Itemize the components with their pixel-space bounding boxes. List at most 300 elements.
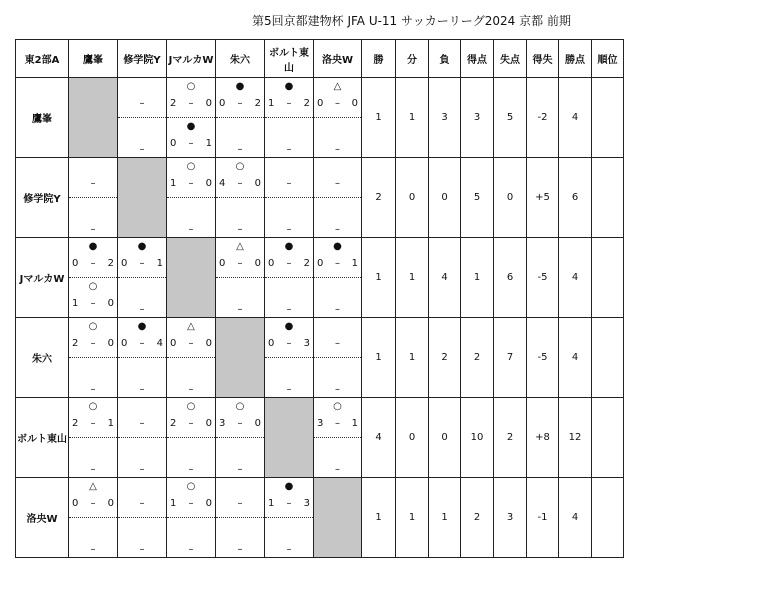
score-separator: – bbox=[335, 418, 340, 429]
column-header-team: ボルト東山 bbox=[265, 40, 314, 78]
result-symbol: ○ bbox=[235, 401, 245, 412]
match-bottom-half bbox=[118, 518, 166, 557]
match-cell bbox=[69, 398, 118, 478]
column-header-team: 鷹峯 bbox=[69, 40, 118, 78]
match-bottom-half bbox=[216, 518, 264, 557]
stat-cell: 1 bbox=[396, 78, 429, 158]
score-goals: 3 bbox=[219, 418, 226, 429]
score bbox=[170, 418, 212, 430]
score-separator: – bbox=[90, 498, 96, 509]
no-match-dash: – bbox=[286, 304, 292, 315]
match-cell bbox=[167, 318, 216, 398]
match-cell bbox=[167, 478, 216, 558]
score-goals: 4 bbox=[156, 338, 163, 349]
score bbox=[219, 98, 261, 110]
row-team-name: 朱六 bbox=[16, 318, 69, 398]
score bbox=[121, 338, 163, 350]
column-header-stat: 順位 bbox=[592, 40, 624, 78]
stat-cell: 5 bbox=[461, 158, 494, 238]
match-top-half bbox=[314, 398, 361, 438]
no-match-dash: – bbox=[286, 544, 292, 555]
match-cell bbox=[216, 478, 265, 558]
match-top-half bbox=[314, 238, 361, 278]
score-goals: 0 bbox=[205, 418, 212, 429]
score bbox=[219, 178, 261, 190]
score-goals: 0 bbox=[121, 258, 128, 269]
stat-cell: 4 bbox=[559, 478, 592, 558]
match-top-half bbox=[167, 478, 215, 518]
score bbox=[72, 338, 114, 350]
score-separator: – bbox=[237, 418, 243, 429]
no-match-dash: – bbox=[90, 384, 96, 395]
score-goals: 0 bbox=[170, 338, 177, 349]
match-cell bbox=[118, 78, 167, 158]
match-bottom-half bbox=[314, 358, 361, 397]
no-match-dash: – bbox=[335, 338, 340, 349]
score-goals: 1 bbox=[170, 178, 177, 189]
result-symbol: ● bbox=[284, 481, 294, 492]
match-bottom-half bbox=[167, 118, 215, 157]
no-match-dash: – bbox=[335, 304, 340, 315]
score bbox=[317, 258, 358, 270]
stat-cell: 4 bbox=[559, 318, 592, 398]
no-match-dash: – bbox=[139, 144, 145, 155]
stat-cell: 1 bbox=[362, 318, 396, 398]
score bbox=[170, 338, 212, 350]
score-goals: 1 bbox=[156, 258, 163, 269]
match-cell bbox=[314, 318, 362, 398]
score-separator: – bbox=[90, 298, 96, 309]
match-bottom-half bbox=[69, 518, 117, 557]
score-goals: 2 bbox=[72, 338, 79, 349]
score-goals: 1 bbox=[268, 498, 275, 509]
column-header-stat: 勝点 bbox=[559, 40, 592, 78]
score-goals: 4 bbox=[219, 178, 226, 189]
stat-cell: 1 bbox=[396, 238, 429, 318]
result-symbol: ○ bbox=[235, 161, 245, 172]
score-goals: 2 bbox=[72, 418, 79, 429]
match-cell bbox=[69, 238, 118, 318]
score-separator: – bbox=[188, 178, 194, 189]
match-cell bbox=[265, 238, 314, 318]
stat-cell: 1 bbox=[429, 478, 461, 558]
no-match-dash: – bbox=[237, 544, 243, 555]
match-top-half bbox=[118, 398, 166, 438]
no-match-dash: – bbox=[188, 224, 194, 235]
stat-cell: 10 bbox=[461, 398, 494, 478]
match-cell bbox=[314, 78, 362, 158]
score-goals: 0 bbox=[107, 498, 114, 509]
match-bottom-half bbox=[69, 198, 117, 237]
match-bottom-half bbox=[118, 438, 166, 477]
stat-cell: 12 bbox=[559, 398, 592, 478]
match-top-half bbox=[69, 238, 117, 278]
score-separator: – bbox=[286, 258, 292, 269]
match-cell bbox=[265, 78, 314, 158]
stat-cell: -5 bbox=[527, 238, 559, 318]
match-bottom-half bbox=[216, 278, 264, 317]
stat-cell bbox=[592, 78, 624, 158]
stat-cell: -2 bbox=[527, 78, 559, 158]
match-top-half bbox=[265, 238, 313, 278]
score-goals: 2 bbox=[170, 418, 177, 429]
match-top-half bbox=[118, 478, 166, 518]
result-symbol: ○ bbox=[186, 401, 196, 412]
score-goals: 0 bbox=[72, 498, 79, 509]
match-cell bbox=[265, 318, 314, 398]
column-header-team: 修学院Y bbox=[118, 40, 167, 78]
no-match-dash: – bbox=[139, 418, 145, 429]
stat-cell: 1 bbox=[362, 238, 396, 318]
stat-cell: 1 bbox=[396, 478, 429, 558]
no-match-dash: – bbox=[139, 98, 145, 109]
match-cell bbox=[314, 398, 362, 478]
no-match-dash: – bbox=[139, 498, 145, 509]
stat-cell: 1 bbox=[362, 78, 396, 158]
stat-cell: 6 bbox=[494, 238, 527, 318]
score bbox=[268, 338, 310, 350]
stat-cell bbox=[592, 398, 624, 478]
stat-cell: 1 bbox=[362, 478, 396, 558]
stat-cell: 4 bbox=[559, 78, 592, 158]
match-top-half bbox=[167, 318, 215, 358]
match-top-half bbox=[167, 78, 215, 118]
stat-cell: 0 bbox=[429, 158, 461, 238]
result-symbol: ● bbox=[235, 81, 245, 92]
stat-cell: 7 bbox=[494, 318, 527, 398]
score bbox=[317, 418, 358, 430]
score-separator: – bbox=[286, 98, 292, 109]
score-goals: 2 bbox=[303, 98, 310, 109]
result-symbol: ○ bbox=[186, 81, 196, 92]
score-goals: 0 bbox=[254, 178, 261, 189]
result-symbol: ○ bbox=[186, 161, 196, 172]
match-top-half bbox=[167, 398, 215, 438]
stat-cell bbox=[592, 158, 624, 238]
score-separator: – bbox=[188, 418, 194, 429]
score bbox=[268, 258, 310, 270]
match-cell bbox=[118, 478, 167, 558]
column-header-stat: 負 bbox=[429, 40, 461, 78]
score-goals: 0 bbox=[219, 258, 226, 269]
match-cell bbox=[167, 158, 216, 238]
result-symbol: ○ bbox=[88, 401, 98, 412]
table-row bbox=[16, 78, 624, 158]
self-match-cell bbox=[314, 478, 362, 558]
score-goals: 3 bbox=[317, 418, 324, 429]
result-symbol: ● bbox=[137, 321, 147, 332]
row-team-name: 鷹峯 bbox=[16, 78, 69, 158]
match-top-half bbox=[216, 478, 264, 518]
score-goals: 3 bbox=[303, 338, 310, 349]
no-match-dash: – bbox=[286, 224, 292, 235]
score bbox=[219, 258, 261, 270]
result-symbol: △ bbox=[236, 241, 244, 252]
score-separator: – bbox=[335, 258, 340, 269]
column-header-stat: 得点 bbox=[461, 40, 494, 78]
no-match-dash: – bbox=[188, 464, 194, 475]
score-separator: – bbox=[139, 258, 145, 269]
match-bottom-half bbox=[118, 118, 166, 157]
score-goals: 0 bbox=[205, 338, 212, 349]
score-goals: 0 bbox=[107, 338, 114, 349]
score-separator: – bbox=[237, 98, 243, 109]
match-bottom-half bbox=[216, 198, 264, 237]
no-match-dash: – bbox=[237, 144, 243, 155]
result-symbol: ○ bbox=[186, 481, 196, 492]
no-match-dash: – bbox=[335, 144, 340, 155]
score-goals: 0 bbox=[268, 258, 275, 269]
result-symbol: ● bbox=[333, 241, 342, 252]
stat-cell: 0 bbox=[429, 398, 461, 478]
stat-cell: 2 bbox=[362, 158, 396, 238]
no-match-dash: – bbox=[188, 384, 194, 395]
row-team-name: ボルト東山 bbox=[16, 398, 69, 478]
stat-cell: 2 bbox=[429, 318, 461, 398]
score-goals: 0 bbox=[254, 418, 261, 429]
match-bottom-half bbox=[167, 198, 215, 237]
score-goals: 0 bbox=[170, 138, 177, 149]
no-match-dash: – bbox=[286, 144, 292, 155]
column-header-stat: 勝 bbox=[362, 40, 396, 78]
no-match-dash: – bbox=[139, 464, 145, 475]
score-goals: 0 bbox=[268, 338, 275, 349]
score-goals: 2 bbox=[107, 258, 114, 269]
row-team-name: 修学院Y bbox=[16, 158, 69, 238]
match-cell bbox=[69, 478, 118, 558]
match-top-half bbox=[69, 478, 117, 518]
column-header-stat: 失点 bbox=[494, 40, 527, 78]
self-match-cell bbox=[265, 398, 314, 478]
stat-cell: 2 bbox=[461, 478, 494, 558]
score bbox=[170, 178, 212, 190]
match-top-half bbox=[265, 318, 313, 358]
stat-cell bbox=[592, 238, 624, 318]
match-top-half bbox=[118, 318, 166, 358]
match-bottom-half bbox=[265, 518, 313, 557]
score-goals: 1 bbox=[107, 418, 114, 429]
result-symbol: △ bbox=[333, 81, 342, 92]
match-bottom-half bbox=[118, 278, 166, 317]
match-cell bbox=[265, 158, 314, 238]
result-symbol: ● bbox=[137, 241, 147, 252]
no-match-dash: – bbox=[90, 224, 96, 235]
stat-cell: 3 bbox=[494, 478, 527, 558]
self-match-cell bbox=[69, 78, 118, 158]
score-separator: – bbox=[335, 98, 340, 109]
score-goals: 0 bbox=[72, 258, 79, 269]
table-row bbox=[16, 238, 624, 318]
match-top-half bbox=[314, 318, 361, 358]
score-goals: 1 bbox=[72, 298, 79, 309]
match-top-half bbox=[167, 158, 215, 198]
score-separator: – bbox=[237, 178, 243, 189]
match-bottom-half bbox=[265, 278, 313, 317]
table-row bbox=[16, 478, 624, 558]
page-title: 第5回京都建物杯 JFA U-11 サッカーリーグ2024 京都 前期 bbox=[252, 14, 571, 28]
no-match-dash: – bbox=[237, 498, 243, 509]
score bbox=[170, 498, 212, 510]
column-header-team: 朱六 bbox=[216, 40, 265, 78]
no-match-dash: – bbox=[139, 304, 145, 315]
match-bottom-half bbox=[167, 358, 215, 397]
match-bottom-half bbox=[69, 278, 117, 317]
match-cell bbox=[69, 318, 118, 398]
score-goals: 0 bbox=[205, 498, 212, 509]
score bbox=[268, 98, 310, 110]
match-cell bbox=[265, 478, 314, 558]
score-goals: 0 bbox=[317, 258, 324, 269]
match-cell bbox=[118, 238, 167, 318]
match-cell bbox=[118, 398, 167, 478]
stat-cell: +8 bbox=[527, 398, 559, 478]
match-bottom-half bbox=[265, 198, 313, 237]
no-match-dash: – bbox=[237, 224, 243, 235]
stat-cell: 3 bbox=[429, 78, 461, 158]
match-top-half bbox=[69, 398, 117, 438]
no-match-dash: – bbox=[335, 464, 340, 475]
score-goals: 1 bbox=[205, 138, 212, 149]
match-cell bbox=[216, 398, 265, 478]
column-header-stat: 分 bbox=[396, 40, 429, 78]
score-goals: 0 bbox=[219, 98, 226, 109]
match-bottom-half bbox=[118, 358, 166, 397]
score bbox=[72, 498, 114, 510]
match-cell bbox=[314, 158, 362, 238]
stat-cell: 1 bbox=[461, 238, 494, 318]
score-separator: – bbox=[90, 258, 96, 269]
score bbox=[72, 298, 114, 310]
score bbox=[317, 98, 358, 110]
match-cell bbox=[216, 158, 265, 238]
no-match-dash: – bbox=[286, 178, 292, 189]
match-top-half bbox=[265, 78, 313, 118]
result-symbol: ● bbox=[186, 121, 196, 132]
score-goals: 2 bbox=[303, 258, 310, 269]
stat-cell: 2 bbox=[494, 398, 527, 478]
match-cell bbox=[216, 78, 265, 158]
table-row bbox=[16, 158, 624, 238]
table-row bbox=[16, 318, 624, 398]
stat-cell bbox=[592, 478, 624, 558]
score-goals: 1 bbox=[351, 418, 358, 429]
match-top-half bbox=[265, 158, 313, 198]
match-cell bbox=[314, 238, 362, 318]
stat-cell bbox=[592, 318, 624, 398]
score-goals: 0 bbox=[254, 258, 261, 269]
result-symbol: ○ bbox=[333, 401, 342, 412]
score-separator: – bbox=[188, 338, 194, 349]
self-match-cell bbox=[167, 238, 216, 318]
no-match-dash: – bbox=[188, 544, 194, 555]
score-goals: 0 bbox=[205, 98, 212, 109]
score-goals: 1 bbox=[268, 98, 275, 109]
match-cell bbox=[216, 238, 265, 318]
score-goals: 1 bbox=[170, 498, 177, 509]
score-separator: – bbox=[188, 498, 194, 509]
column-header-stat: 得失 bbox=[527, 40, 559, 78]
column-header-team: JマルカW bbox=[167, 40, 216, 78]
score-separator: – bbox=[237, 258, 243, 269]
score-goals: 0 bbox=[107, 298, 114, 309]
result-symbol: ● bbox=[284, 81, 294, 92]
match-cell bbox=[167, 78, 216, 158]
match-cell bbox=[167, 398, 216, 478]
stat-cell: 3 bbox=[461, 78, 494, 158]
self-match-cell bbox=[118, 158, 167, 238]
stat-cell: 2 bbox=[461, 318, 494, 398]
result-symbol: △ bbox=[89, 481, 97, 492]
score-separator: – bbox=[286, 338, 292, 349]
stat-cell: +5 bbox=[527, 158, 559, 238]
no-match-dash: – bbox=[139, 544, 145, 555]
match-bottom-half bbox=[69, 358, 117, 397]
score-separator: – bbox=[90, 338, 96, 349]
score bbox=[219, 418, 261, 430]
league-table bbox=[15, 39, 624, 558]
match-cell bbox=[69, 158, 118, 238]
match-bottom-half bbox=[216, 438, 264, 477]
table-row bbox=[16, 398, 624, 478]
result-symbol: ● bbox=[284, 241, 294, 252]
no-match-dash: – bbox=[90, 178, 96, 189]
match-bottom-half bbox=[69, 438, 117, 477]
stat-cell: 6 bbox=[559, 158, 592, 238]
no-match-dash: – bbox=[139, 384, 145, 395]
match-cell bbox=[118, 318, 167, 398]
score-goals: 0 bbox=[121, 338, 128, 349]
result-symbol: ● bbox=[88, 241, 98, 252]
match-top-half bbox=[314, 158, 361, 198]
score-goals: 2 bbox=[170, 98, 177, 109]
stat-cell: -5 bbox=[527, 318, 559, 398]
no-match-dash: – bbox=[286, 384, 292, 395]
match-top-half bbox=[118, 78, 166, 118]
stat-cell: 0 bbox=[396, 158, 429, 238]
score-goals: 1 bbox=[351, 258, 358, 269]
result-symbol: △ bbox=[187, 321, 195, 332]
match-bottom-half bbox=[314, 118, 361, 157]
match-bottom-half bbox=[167, 438, 215, 477]
row-team-name: 洛央W bbox=[16, 478, 69, 558]
result-symbol: ○ bbox=[88, 321, 98, 332]
score-goals: 3 bbox=[303, 498, 310, 509]
score-separator: – bbox=[188, 98, 194, 109]
score-goals: 0 bbox=[317, 98, 324, 109]
score-separator: – bbox=[188, 138, 194, 149]
match-top-half bbox=[216, 78, 264, 118]
match-bottom-half bbox=[265, 358, 313, 397]
no-match-dash: – bbox=[90, 544, 96, 555]
score bbox=[121, 258, 163, 270]
score bbox=[72, 418, 114, 430]
match-bottom-half bbox=[265, 118, 313, 157]
match-top-half bbox=[265, 478, 313, 518]
no-match-dash: – bbox=[335, 384, 340, 395]
stat-cell: -1 bbox=[527, 478, 559, 558]
match-bottom-half bbox=[314, 278, 361, 317]
result-symbol: ○ bbox=[88, 281, 98, 292]
corner-label: 東2部A bbox=[16, 40, 69, 78]
match-bottom-half bbox=[216, 118, 264, 157]
row-team-name: JマルカW bbox=[16, 238, 69, 318]
score bbox=[268, 498, 310, 510]
match-top-half bbox=[314, 78, 361, 118]
result-symbol: ● bbox=[284, 321, 294, 332]
match-top-half bbox=[216, 158, 264, 198]
score bbox=[72, 258, 114, 270]
match-top-half bbox=[118, 238, 166, 278]
